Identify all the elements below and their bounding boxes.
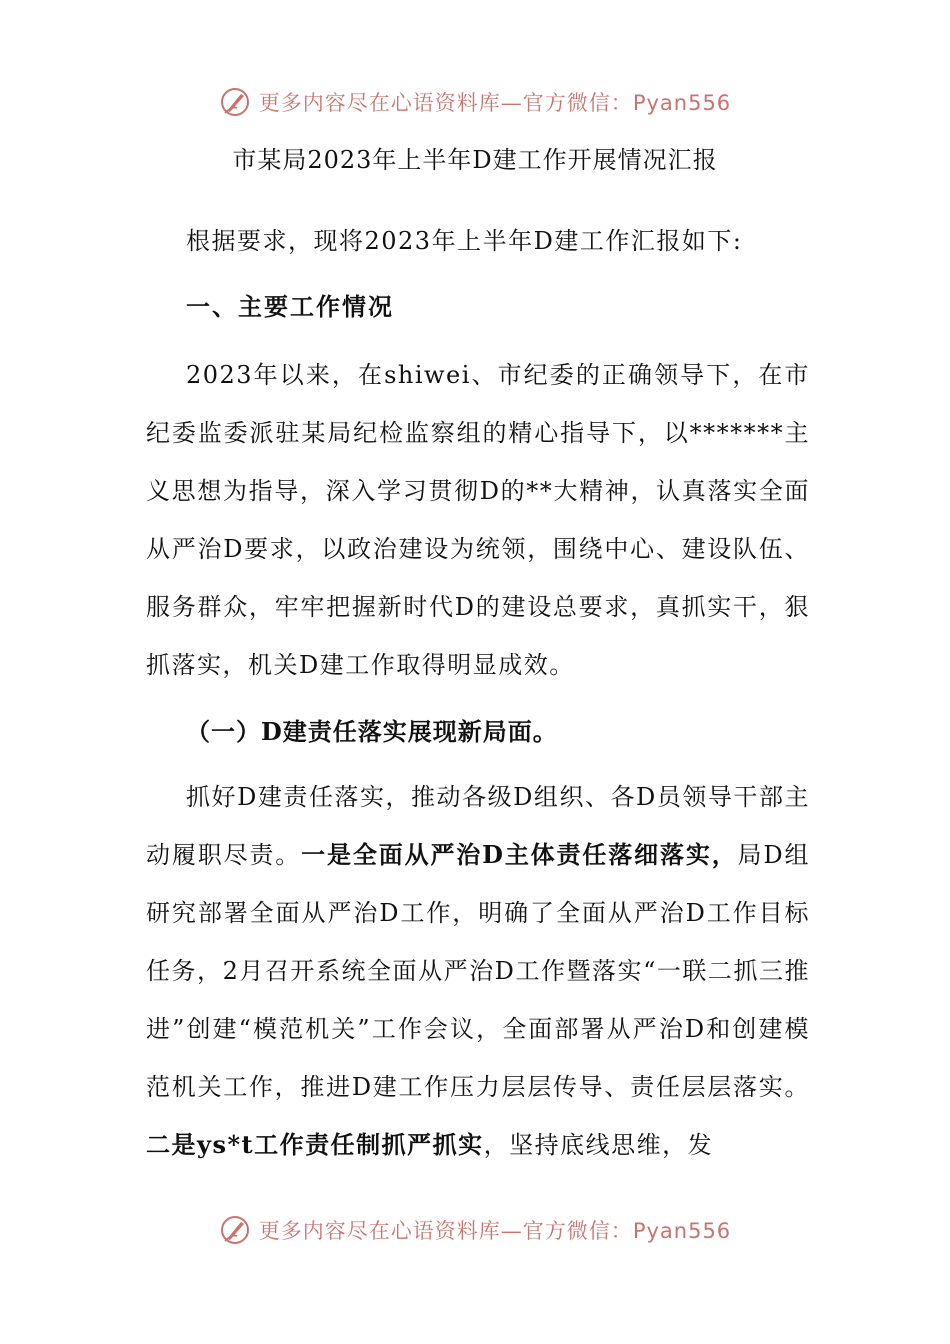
section-heading-main-work: 一、主要工作情况 — [186, 292, 394, 321]
watermark-text — [259, 1215, 731, 1245]
watermark-text — [259, 87, 731, 117]
document-title: 市某局2023年上半年D建工作开展情况汇报 — [232, 146, 718, 174]
footer-watermark — [0, 1210, 950, 1250]
watermark-label: 更多内容尽在心语资料库—官方微信： — [258, 91, 633, 115]
paragraph-text-1: 局D组研究部署全面从严治D工作，明确了全面从严治D工作目标任务，2月召开系统全面从严治D工作暨落实“一联二抓三推进”创建“模范机关”工作会议，全面部署从严治D和创建模范机关工作，推进D建工作压力层层传导、责任层层落实。 — [146, 841, 811, 1101]
subsection-heading-responsibility: （一）D建责任落实展现新局面。 — [186, 717, 558, 746]
watermark-label: 更多内容尽在心语资料库—官方微信： — [258, 1219, 633, 1243]
header-watermark — [0, 82, 950, 122]
paragraph-intro-text: 抓好D建责任落实，推动各级D组织、各D员领导干部主动履职尽责。 — [146, 783, 810, 869]
watermark-id: Pyan556 — [632, 1219, 732, 1243]
feather-pen-logo-icon — [219, 86, 251, 118]
intro-paragraph: 根据要求，现将2023年上半年D建工作汇报如下: — [186, 227, 743, 255]
feather-pen-logo-icon — [219, 1214, 251, 1246]
subsection-paragraph-responsibility — [146, 768, 810, 1174]
paragraph-bold-point-2: 二是ys*t工作责任制抓严抓实 — [146, 1130, 484, 1159]
section-paragraph-main-work: 2023年以来，在shiwei、市纪委的正确领导下，在市纪委监委派驻某局纪检监察组的精心指导下，以*******主义思想为指导，深入学习贯彻D的**大精神，认真落实全面从严治D要求，以政治建设为统领，围绕中心、建设队伍、服务群众，牢牢把握新时代D的建设总要求，真抓实干，狠抓落实，机关D建工作取得明显成效。 — [146, 361, 810, 679]
watermark-id: Pyan556 — [632, 91, 732, 115]
paragraph-text-2: ，坚持底线思维，发 — [483, 1131, 714, 1159]
paragraph-bold-point-1: 一是全面从严治D主体责任落细落实， — [301, 840, 738, 869]
